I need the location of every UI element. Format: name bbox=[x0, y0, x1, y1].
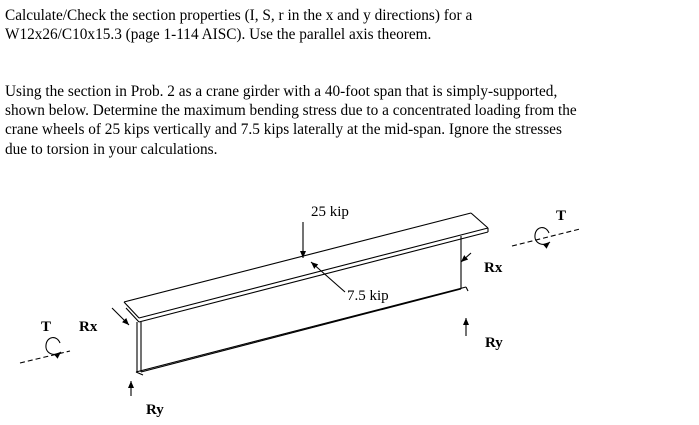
reaction-x-left-label: Rx bbox=[79, 319, 98, 335]
torsion-right-label: T bbox=[556, 208, 567, 224]
text-line: Using the section in Prob. 2 as a crane girder with a 40-foot span that is simply-supported, bbox=[5, 83, 558, 100]
right-torsion-symbol bbox=[512, 228, 580, 246]
text-line: W12x26/C10x15.3 (page 1-114 AISC). Use the parallel axis theorem. bbox=[5, 26, 432, 44]
text-line: shown below. Determine the maximum bending stress due to a concentrated loading from the bbox=[5, 102, 577, 120]
load-arrows bbox=[20, 222, 580, 396]
reaction-y-left-label: Ry bbox=[146, 402, 164, 418]
reaction-x-right-label: Rx bbox=[484, 260, 503, 276]
left-torsion-symbol bbox=[20, 338, 70, 363]
text-line: due to torsion in your calculations. bbox=[5, 140, 218, 158]
reaction-y-right-label: Ry bbox=[485, 335, 503, 351]
right-rx-arrow bbox=[461, 253, 471, 262]
left-rx-arrow bbox=[112, 308, 129, 325]
i-beam-drawing bbox=[124, 213, 488, 375]
vertical-load-label: 25 kip bbox=[311, 204, 349, 220]
lateral-load-label: 7.5 kip bbox=[347, 288, 389, 304]
text-line: Calculate/Check the section properties (I, S, r in the x and y directions) for a bbox=[5, 7, 473, 24]
text-line: crane wheels of 25 kips vertically and 7.5 kips laterally at the mid-span. Ignore the stresses bbox=[5, 121, 562, 139]
torsion-left-label: T bbox=[41, 319, 52, 335]
